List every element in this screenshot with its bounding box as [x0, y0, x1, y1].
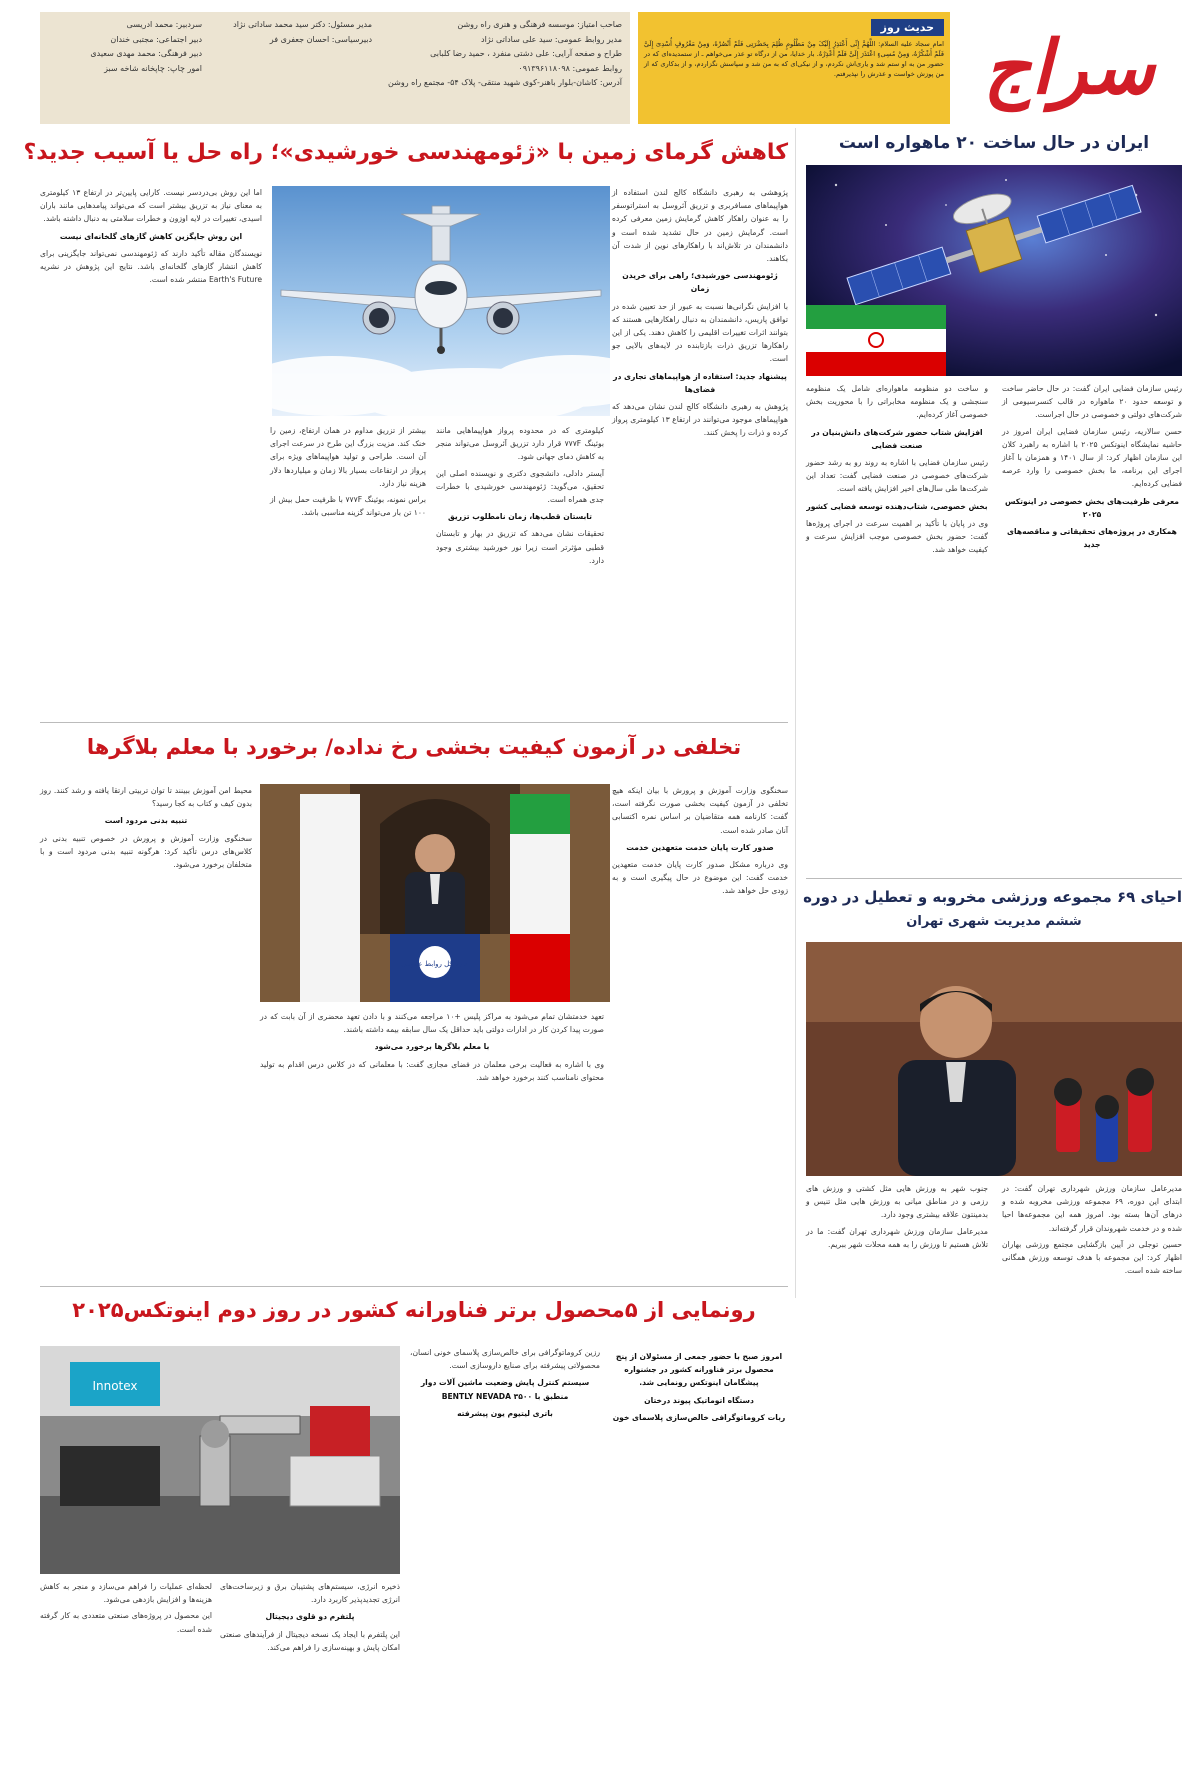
podium-logo-text: اداره کل روابط عمومی — [400, 960, 470, 968]
section-divider — [40, 1286, 788, 1287]
paragraph: حسن سالاریه، رئیس سازمان فضایی ایران امروز در حاشیه نمایشگاه اینوتکس ۲۰۲۵ با اشاره به راهبرد کلان این سازمان اظهار کرد: از سال ۱۴۰۱ و همزمان با آغاز اجرای این برنامه، ما بخش خصوصی را وارد عرصه فضایی کرده‌ایم. — [1002, 426, 1183, 489]
paragraph: لحظه‌ای عملیات را فراهم می‌سازد و منجر به کاهش هزینه‌ها و افزایش بازدهی می‌شود. — [40, 1582, 212, 1605]
teacher-column-a — [612, 784, 788, 1280]
subheading: سیستم کنترل پایش وضعیت ماشین آلات دوار منطبق با BENTLY NEVADA ۳۵۰۰ — [420, 1378, 590, 1401]
subheading: باتری لیتیوم یون پیشرفته — [457, 1408, 553, 1418]
innotex-column-a — [610, 1346, 788, 1766]
paragraph: وی در پایان با تأکید بر اهمیت سرعت در اجرای پروژه‌ها گفت: حضور بخش خصوصی موجب افزایش سرعت و کیفیت خواهد شد. — [806, 518, 988, 555]
hadith-of-day-box — [638, 12, 950, 124]
masthead — [40, 10, 1182, 126]
subheading: ربات کروماتوگرافی خالص‌سازی پلاسمای خون — [612, 1412, 786, 1422]
paragraph: این پلتفرم با ایجاد یک نسخه دیجیتال از فرآیندهای صنعتی امکان پایش و بهینه‌سازی را فراهم می‌کند. — [220, 1629, 400, 1652]
sport-column-a — [1002, 1182, 1182, 1762]
paragraph: مدیرعامل سازمان ورزش شهرداری تهران گفت: در ابتدای این دوره، ۶۹ مجموعه ورزشی مخروبه شده و درهای آن‌ها بسته بود. امروز همه این مجموعه‌ها احیا شده و در خدمت شهروندان قرار گرفته‌اند. — [1002, 1184, 1182, 1233]
paragraph: بیشتر از تزریق مداوم در همان ارتفاع، زمین را خنک کند. مزیت بزرگ این طرح در سرعت اجرای آن است. طراحی و تولید هواپیماهای ویژه برای پرواز در ارتفاعات بسیار بالا زمان و میلیاردها دلار هزینه نیاز دارد. — [270, 426, 426, 488]
paragraph: با افزایش نگرانی‌ها نسبت به عبور از حد تعیین شده در توافق پاریس، دانشمندان به دنبال راهکارهایی هستند که بتوانند اثرات تغییرات اقلیمی را کاهش دهند. یکی از این راهکارها تزریق ذرات بازتابنده در لایه‌های بالایی جو است. — [612, 301, 788, 364]
paragraph: تعهد خدمتشان تمام می‌شود به مراکز پلیس +۱۰ مراجعه می‌کنند و با دادن تعهد محضری از آن بابت که در صورت پیدا کردن کار در ادارات دولتی باید حداقل یک سال سابقه بیمه داشته باشند. — [260, 1012, 604, 1035]
headline-sport[interactable]: احیای ۶۹ مجموعه ورزشی مخروبه و تعطیل در دوره — [803, 888, 1182, 906]
headline-geoengineering[interactable]: کاهش گرمای زمین با «ژئومهندسی خورشیدی»؛ راه حل یا آسیب جدید؟ — [23, 140, 788, 165]
satellite-column-a — [1002, 382, 1182, 870]
press-conference-illustration — [260, 784, 610, 1002]
credit-line: آدرس: کاشان-بلوار باهنر-کوی شهید منتقی- پلاک ۵۴- مجتمع راه روشن — [388, 78, 622, 87]
innotex-column-c — [220, 1580, 400, 1766]
paragraph: سخنگوی وزارت آموزش و پرورش با بیان اینکه هیچ تخلفی در آزمون کیفیت بخشی صورت نگرفته است، گفت: کارنامه همه متقاضیان بر اساس نمره اکتسابی آنان صادر شده است. — [612, 786, 788, 835]
paragraph: آیستر دادلی، دانشجوی دکتری و نویسنده اصلی این تحقیق، می‌گوید: ژئومهندسی خورشیدی با خطرات جدی همراه است. — [436, 468, 604, 505]
geo-column-a — [612, 186, 788, 716]
credit-line: دبیر فرهنگی: محمد مهدی سعیدی — [90, 49, 203, 58]
subheading: دستگاه اتوماتیک پیوند درختان — [644, 1395, 754, 1405]
subheadline-sport: ششم مدیریت شهری تهران — [906, 914, 1082, 929]
paragraph: سخنگوی وزارت آموزش و پرورش در خصوص تنبیه بدنی در کلاس‌های درس تأکید کرد: هرگونه تنبیه بدنی مردود است و با متخلفان برخورد می‌شود. — [40, 833, 252, 870]
credit-line: دبیرسیاسی: احسان جعفری فر — [269, 34, 373, 44]
credit-line: سردبیر: محمد ادریسی — [126, 20, 203, 29]
credit-line: صاحب امتیاز: موسسه فرهنگی و هنری راه روشن — [457, 20, 622, 29]
credits-column-3 — [48, 18, 202, 118]
hadith-title: حدیث روز — [871, 19, 944, 36]
teacher-column-c — [40, 784, 252, 1280]
innotex-column-b — [410, 1346, 600, 1766]
subheading: ژئومهندسی خورشیدی؛ راهی برای خریدن زمان — [622, 271, 778, 294]
paragraph: این محصول در پروژه‌های صنعتی متعددی به کار گرفته شده است. — [40, 1611, 212, 1634]
subheading: بخش خصوصی، شتاب‌دهنده توسعه فضایی کشور — [806, 501, 988, 511]
sport-director-image[interactable] — [806, 942, 1182, 1176]
subheading: تنبیه بدنی مردود است — [104, 816, 188, 826]
paragraph: پژوهشی به رهبری دانشگاه کالج لندن استفاده از هواپیماهای مسافربری و تزریق آئروسل به استراتوسفر را به عنوان راهکار کاهش گرمایش زمین معرفی کرده است. گرمایش زمین در حال تشدید شده است و دانشمندان در تلاش‌اند با راهکارهای نوین از شدت آن بکاهند. — [612, 188, 788, 264]
geo-column-c — [270, 424, 426, 716]
paragraph: پژوهش به رهبری دانشگاه کالج لندن نشان می‌دهد که هواپیماهای موجود می‌توانند در ارتفاع ۱۳ کیلومتری پرواز کرده و ذرات را پخش کنند. — [612, 402, 788, 438]
subheading: معرفی ظرفیت‌های بخش خصوصی در اینوتکس ۲۰۲۵ — [1004, 496, 1180, 519]
credits-column-2 — [218, 18, 372, 118]
geo-column-d — [40, 186, 262, 716]
satellite-illustration — [806, 165, 1182, 376]
paragraph: تحقیقات نشان می‌دهد که تزریق در بهار و تابستان قطبی مؤثرتر است زیرا نور خورشید بیشتری وجود دارد. — [436, 529, 604, 565]
paragraph: رئیس سازمان فضایی ایران گفت: در حال حاضر ساخت و توسعه حدود ۲۰ ماهواره در قالب کنسرسیومی از شرکت‌های دولتی و خصوصی در حال اجراست. — [1002, 384, 1182, 420]
paragraph: وی با اشاره به فعالیت برخی معلمان در فضای مجازی گفت: با معلمانی که در کلاس درس اقدام به تولید محتوای نامناسب کنند برخورد خواهد شد. — [260, 1059, 604, 1082]
paragraph: براس نمونه، بوئینگ ۷۷۷F با ظرفیت حمل بیش از ۱۰۰ تن بار می‌تواند گزینه مناسبی باشد. — [270, 495, 426, 518]
column-separator — [795, 128, 796, 1298]
paragraph: ذخیره انرژی، سیستم‌های پشتیبان برق و زیرساخت‌های انرژی تجدیدپذیر کاربرد دارد. — [220, 1582, 400, 1605]
sport-column-b — [806, 1182, 988, 1762]
credits-box — [40, 12, 630, 124]
paragraph: و ساخت دو منظومه ماهواره‌ای شامل یک منظومه سنجشی و یک منظومه مخابراتی را با محوریت بخش خصوصی آغاز کرده‌ایم. — [806, 384, 988, 420]
credits-column-1 — [388, 18, 622, 118]
paragraph: اما این روش بی‌دردسر نیست. کارایی پایین‌تر در ارتفاع ۱۳ کیلومتری به معنای نیاز به تزریق بیشتر است که می‌تواند پیامدهایی مانند باران اسیدی، تغییرات در لایه اوزون و خطرات سلامتی به دنبال داشته باشد. — [40, 188, 262, 224]
credit-line: دبیر اجتماعی: مجتبی خندان — [110, 34, 203, 44]
headline-satellite[interactable]: ایران در حال ساخت ۲۰ ماهواره است — [838, 133, 1150, 153]
paragraph: رزین کروماتوگرافی برای خالص‌سازی پلاسمای خونی انسان، محصولاتی پیشرفته برای صنایع داروسازی است. — [410, 1348, 600, 1371]
paragraph: رئیس سازمان فضایی با اشاره به روند رو به رشد حضور شرکت‌های خصوصی در صنعت فضایی گفت: تعداد این شرکت‌ها طی سال‌های اخیر افزایش یافته است. — [806, 458, 988, 494]
expo-sign-text: Innotex — [92, 1379, 138, 1393]
headline-teacher[interactable]: تخلفی در آزمون کیفیت بخشی رخ نداده/ برخورد با معلم بلاگرها — [86, 735, 742, 759]
subheading: تابستان قطب‌ها، زمان نامطلوب تزریق — [447, 512, 593, 522]
subheading: صدور کارت پایان خدمت متعهدین خدمت — [626, 842, 774, 852]
paragraph: جنوب شهر به ورزش هایی مثل کشتی و ورزش های رزمی و در مناطق میانی به ورزش هایی مثل تنیس و بدمینتون علاقه بیشتری وجود دارد. — [806, 1184, 988, 1220]
subheading: با معلم بلاگرها برخورد می‌شود — [374, 1042, 490, 1052]
credit-line: طراح و صفحه آرایی: علی دشتی منفرد ، حمید رضا کلبابی — [430, 49, 622, 58]
paragraph: نویسندگان مقاله تأکید دارند که ژئومهندسی نمی‌تواند جایگزینی برای کاهش انتشار گازهای گلخانه‌ای باشد. نتایج این پژوهش در نشریه Earth's Future منتشر شده است. — [40, 248, 262, 285]
headline-innotex[interactable]: رونمایی از ۵محصول برتر فناورانه کشور در روز دوم اینوتکس۲۰۲۵ — [72, 1298, 756, 1322]
credit-line: روابط عمومی: ۰۹۱۳۹۶۱۱۸۰۹۸ — [518, 63, 622, 73]
airplane-image[interactable] — [272, 186, 610, 416]
paragraph: مدیرعامل سازمان ورزش شهرداری تهران گفت: ما در تلاش هستیم تا ورزش را به همه محلات شهر ببریم. — [806, 1226, 988, 1249]
credit-line: مدیر روابط عمومی: سید علی ساداتی نژاد — [481, 34, 622, 44]
airplane-illustration — [272, 186, 610, 416]
hadith-text: امام سجاد علیه السلام: اللَّهُمَّ إِنِّی أَعْتَذِرُ إِلَیْکَ مِنْ مَظْلُومٍ ظُلِمَ بِحَضْرَتِی فَلَمْ أَنْصُرْهُ، وَمِنْ مَعْرُوفٍ أُسْدِیَ إِلَیَّ فَلَمْ أَشْکُرْهُ، وَمِنْ مُسِیءٍ اعْتَذَرَ إِلَیَّ فَلَمْ أَعْذِرْهُ. بار خدایا، من از درگاه تو عذر می‌خواهم ـ از ستمدیده‌ای که در حضور من به او ستم شد و یاری‌اش نکردم، و از نیکی‌ای که به من شد و سپاسش نگزاردم، و از بدکاری که از من پوزش خواست و عذرش را نپذیرفتم. — [644, 40, 944, 78]
paragraph: وی درباره مشکل صدور کارت پایان خدمت متعهدین خدمت گفت: این موضوع در حال پیگیری است و به زودی حل خواهد شد. — [612, 860, 788, 896]
credit-line: مدیر مسئول: دکتر سید محمد ساداتی نژاد — [233, 20, 373, 29]
subheading: همکاری در پروژه‌های تحقیقاتی و مناقصه‌های جدید — [1007, 527, 1177, 550]
teacher-column-b — [260, 1010, 604, 1280]
spokesman-press-image[interactable] — [260, 784, 610, 1002]
subheading: پلتفرم دو قلوی دیجیتال — [265, 1612, 355, 1622]
interview-illustration — [806, 942, 1182, 1176]
paragraph: محیط امن آموزش ببینند تا توان تربیتی ارتقا یافته و رشد کنند. روز بدون کیف و کتاب به کجا رسید؟ — [40, 786, 252, 809]
satellite-column-b — [806, 382, 988, 870]
section-divider — [806, 878, 1182, 879]
innotex-expo-image[interactable] — [40, 1346, 400, 1574]
credit-line: امور چاپ: چاپخانه شاخه سبز — [104, 63, 203, 73]
newspaper-logo[interactable]: سراج — [983, 25, 1155, 111]
innotex-column-d — [40, 1580, 212, 1766]
lead-paragraph: امروز صبح با حضور جمعی از مسئولان از پنج محصول برتر فناورانه کشور در جشنواره پیشگامان اینوتکس رونمایی شد. — [615, 1352, 783, 1388]
section-divider — [40, 722, 788, 723]
subheading: افزایش شتاب حضور شرکت‌های دانش‌بنیان در صنعت فضایی — [811, 427, 983, 450]
subheading: پیشنهاد جدید: استفاده از هواپیماهای تجاری در فضای‌ها — [613, 371, 787, 394]
paragraph: کیلومتری که در محدوده پرواز هواپیماهایی مانند بوئینگ ۷۷۷F قرار دارد تزریق آئروسل می‌تواند منجر به کاهش دمای جهانی شود. — [436, 426, 604, 462]
paragraph: حسین توجلی در آیین بازگشایی مجتمع ورزشی بهاران اظهار کرد: این مجموعه با هدف توسعه ورزش همگانی ساخته شده است. — [1002, 1239, 1182, 1276]
satellite-image[interactable] — [806, 165, 1182, 376]
expo-booth-illustration — [40, 1346, 400, 1574]
geo-column-b — [436, 424, 604, 716]
subheading: این روش جایگزین کاهش گازهای گلخانه‌ای نیست — [59, 231, 243, 241]
